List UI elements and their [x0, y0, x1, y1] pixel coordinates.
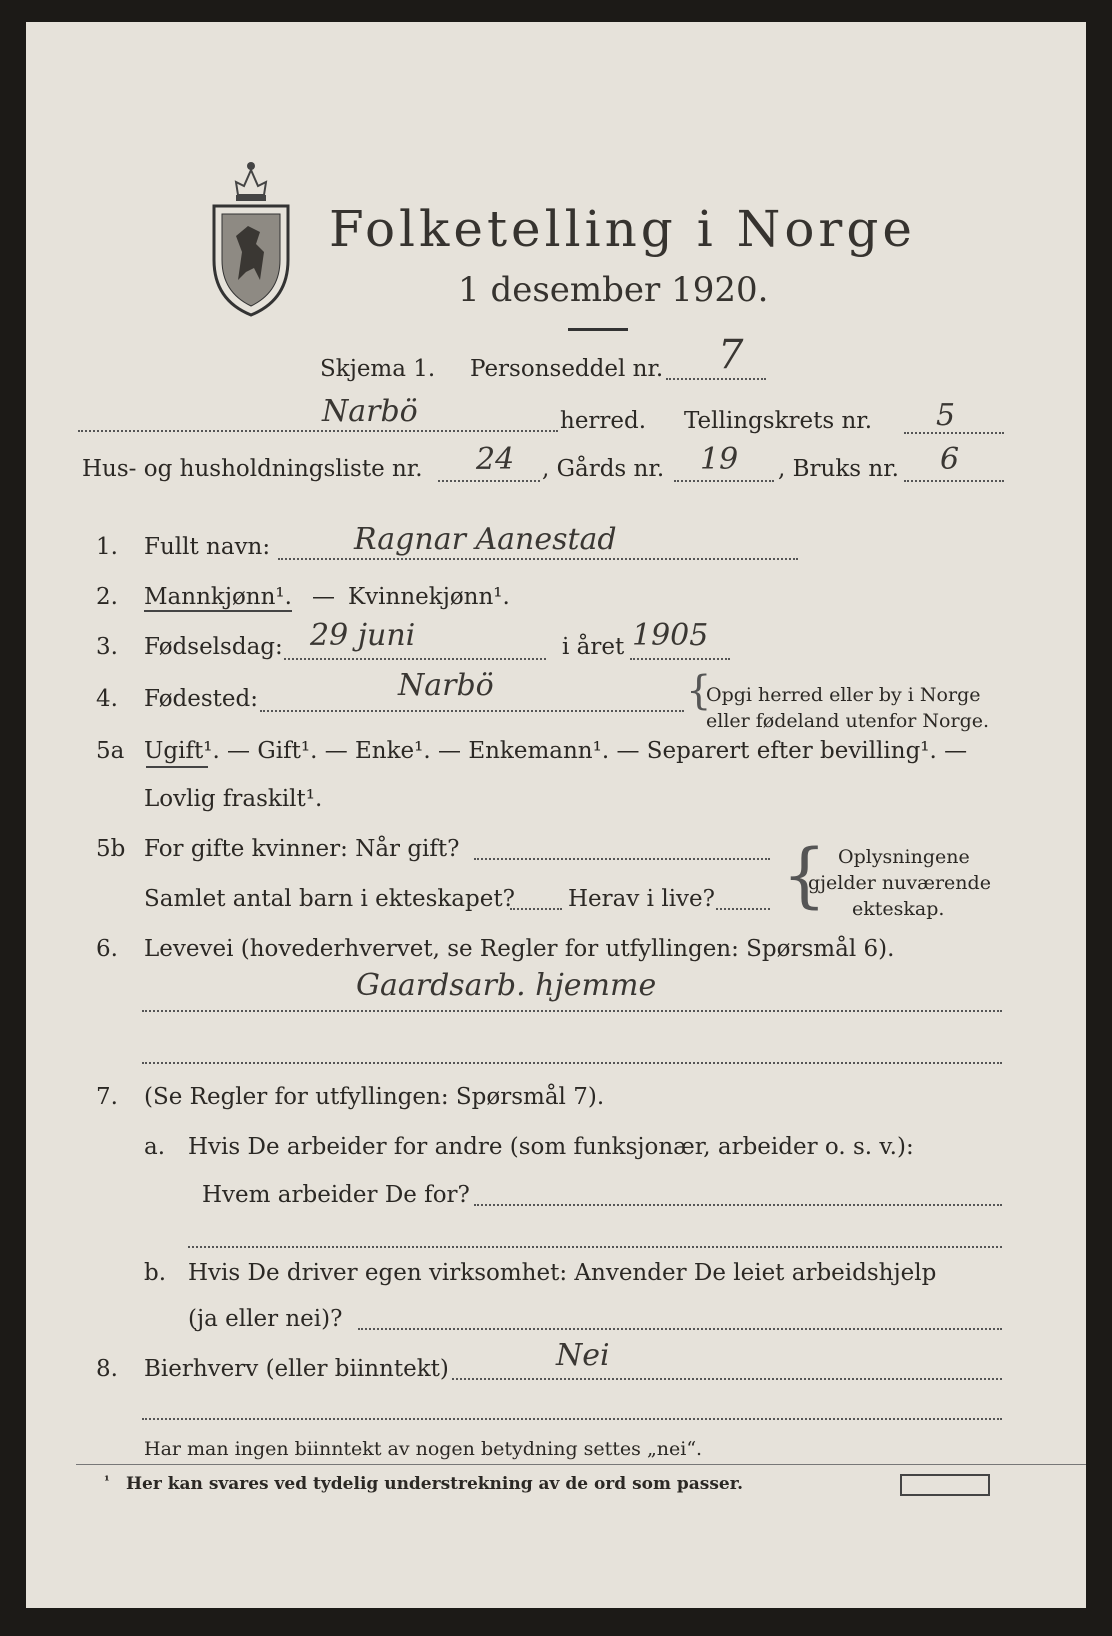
title-divider: [568, 328, 628, 331]
skjema-label: Skjema 1.: [320, 356, 436, 382]
q3-number: 3.: [96, 634, 118, 660]
personseddel-value: 7: [718, 332, 744, 378]
form-date: 1 desember 1920.: [458, 270, 769, 310]
q8-label: Bierhverv (eller biinntekt): [144, 1356, 449, 1382]
footnote-text: Her kan svares ved tydelig understrekning av de ord som passer.: [126, 1474, 744, 1494]
q4-brace: {: [686, 668, 712, 714]
q4-line: [260, 710, 684, 712]
q7a-text: Hvis De arbeider for andre (som funksjonær, arbeider o. s. v.):: [188, 1134, 914, 1160]
q2-number: 2.: [96, 584, 118, 610]
footnote-mark: ¹: [104, 1474, 110, 1489]
gards-line: [674, 480, 774, 482]
form-title: Folketelling i Norge: [329, 200, 916, 258]
q5b-number: 5b: [96, 836, 126, 862]
q5b-alive-line: [716, 908, 770, 910]
q3-year-label: i året: [562, 634, 625, 660]
q5b-alive-label: Herav i live?: [568, 886, 715, 912]
husliste-label: Hus- og husholdningsliste nr.: [82, 456, 423, 482]
q7b-answer-line: [358, 1328, 1002, 1330]
q5b-children-label: Samlet antal barn i ekteskapet?: [144, 886, 515, 912]
q5b-children-line: [510, 908, 562, 910]
q1-number: 1.: [96, 534, 118, 560]
q5a-options-cont: Lovlig fraskilt¹.: [144, 786, 323, 812]
husliste-value: 24: [476, 442, 515, 477]
q5b-note-line3: ekteskap.: [852, 898, 945, 920]
q7b-text: Hvis De driver egen virksomhet: Anvender De leiet arbeidshjelp: [188, 1260, 937, 1286]
herred-line: [78, 430, 558, 432]
tellingskrets-label: Tellingskrets nr.: [684, 408, 873, 434]
q2-male-option: Mannkjønn¹.: [144, 584, 292, 610]
q4-value: Narbö: [398, 668, 494, 703]
q1-value: Ragnar Aanestad: [354, 522, 617, 557]
q7b-answer-label: (ja eller nei)?: [188, 1306, 343, 1332]
q3-label: Fødselsdag:: [144, 634, 283, 660]
q5a-number: 5a: [96, 738, 125, 764]
q3-year-line: [630, 658, 730, 660]
q6-line2: [142, 1062, 1002, 1064]
q6-line1: [142, 1010, 1002, 1012]
q7a-number: a.: [144, 1134, 166, 1160]
q3-year-value: 1905: [632, 618, 709, 653]
bruks-label: , Bruks nr.: [778, 456, 899, 482]
q7-number: 7.: [96, 1084, 118, 1110]
q5a-underline-mark: [146, 766, 208, 768]
q4-number: 4.: [96, 686, 118, 712]
q4-note-line2: eller fødeland utenfor Norge.: [706, 710, 990, 732]
q7-label: (Se Regler for utfyllingen: Spørsmål 7).: [144, 1084, 605, 1110]
herred-label: herred.: [560, 408, 647, 434]
q7a-employer-line: [474, 1204, 1002, 1206]
footer-divider: [76, 1464, 1086, 1465]
q5b-note-line1: Oplysningene: [838, 846, 970, 868]
biinntekt-note: Har man ingen biinntekt av nogen betydning settes „nei“.: [144, 1438, 703, 1460]
gards-value: 19: [700, 442, 739, 477]
tellingskrets-value: 5: [936, 398, 956, 433]
q5b-married-label: For gifte kvinner: Når gift?: [144, 836, 460, 862]
q5b-married-line: [474, 858, 770, 860]
q4-note-line1: Opgi herred eller by i Norge: [706, 684, 981, 706]
q7a-employer-label: Hvem arbeider De for?: [202, 1182, 470, 1208]
q6-number: 6.: [96, 936, 118, 962]
q8-line: [452, 1378, 1002, 1380]
census-form: [26, 22, 1086, 1608]
bruks-value: 6: [940, 442, 960, 477]
gards-label: , Gårds nr.: [542, 456, 665, 482]
q7a-employer-line2: [188, 1246, 1002, 1248]
q8-number: 8.: [96, 1356, 118, 1382]
q2-female-option: Kvinnekjønn¹.: [348, 584, 510, 610]
husliste-line: [438, 480, 540, 482]
printer-stamp: [900, 1474, 990, 1496]
q6-value: Gaardsarb. hjemme: [356, 968, 657, 1003]
q7b-number: b.: [144, 1260, 167, 1286]
bruks-line: [904, 480, 1004, 482]
q3-line: [284, 658, 546, 660]
q8-value: Nei: [556, 1338, 610, 1373]
q4-label: Fødested:: [144, 686, 259, 712]
q1-label: Fullt navn:: [144, 534, 271, 560]
norway-coat-of-arms-icon: [208, 140, 294, 320]
personseddel-label: Personseddel nr.: [470, 356, 664, 382]
q2-separator: —: [312, 584, 335, 610]
q1-line: [278, 558, 798, 560]
q5a-options: Ugift¹. — Gift¹. — Enke¹. — Enkemann¹. — Separert efter bevilling¹. —: [144, 738, 968, 764]
q6-label: Levevei (hovederhvervet, se Regler for utfyllingen: Spørsmål 6).: [144, 936, 895, 962]
q5b-brace: {: [782, 834, 827, 916]
q3-value: 29 juni: [310, 618, 416, 653]
q8-line2: [142, 1418, 1002, 1420]
personseddel-line: [666, 378, 766, 380]
q5b-note-line2: gjelder nuværende: [808, 872, 991, 894]
herred-value: Narbö: [322, 394, 418, 429]
